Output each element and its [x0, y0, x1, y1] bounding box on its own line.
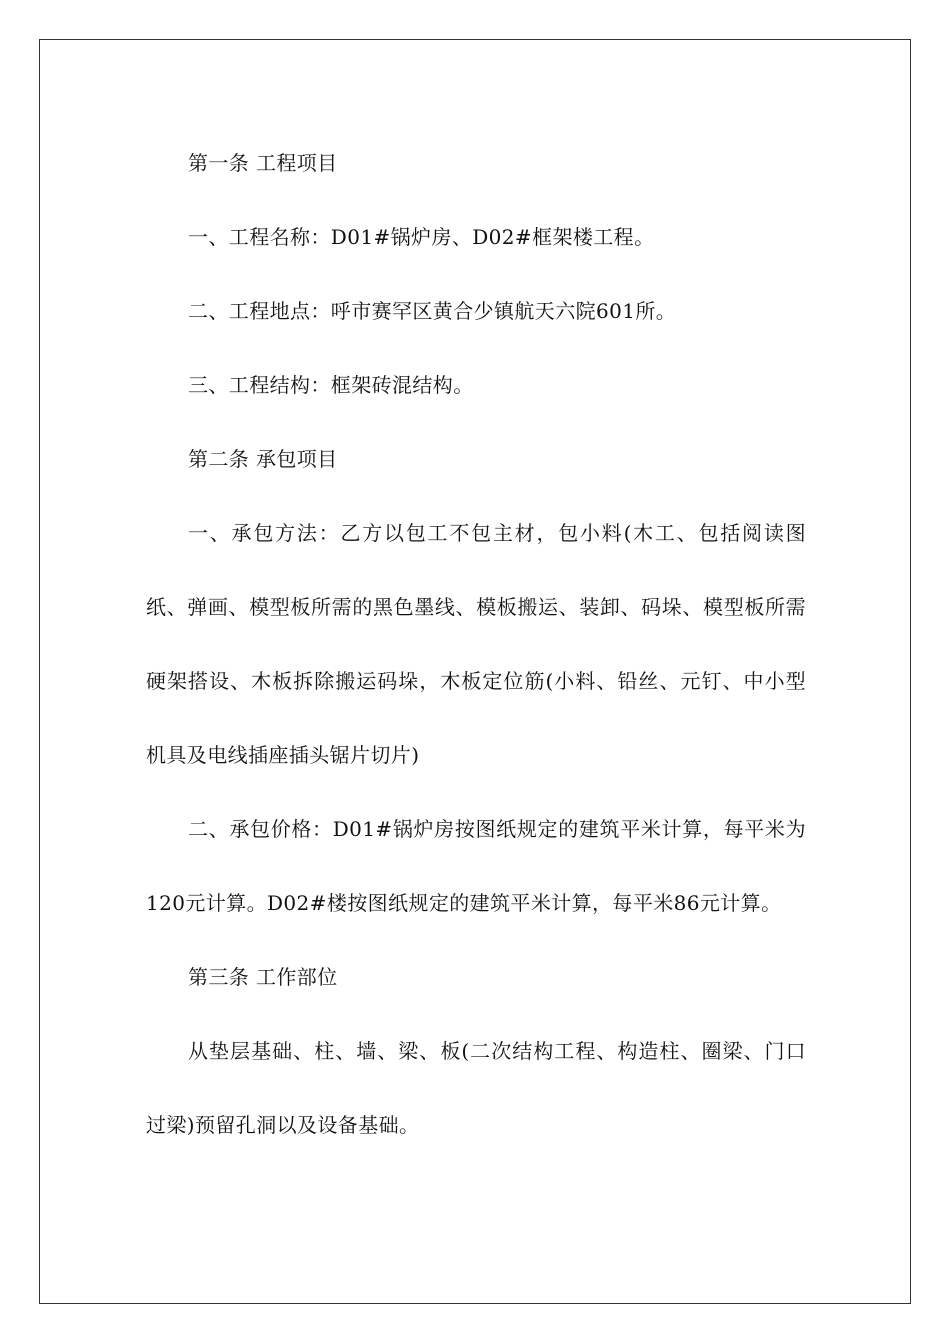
- document-body: [146, 126, 806, 1162]
- article-2-heading: 第二条 承包项目: [188, 447, 338, 471]
- project-location: 二、工程地点：呼市赛罕区黄合少镇航天六院601所。: [188, 299, 677, 323]
- contract-price: 二、承包价格：D01#锅炉房按图纸规定的建筑平米计算，每平米为120元计算。D02#楼按图纸规定的建筑平米计算，每平米86元计算。: [146, 817, 806, 915]
- contract-method: 一、承包方法：乙方以包工不包主材，包小料(木工、包括阅读图纸、弹画、模型板所需的黑色墨线、模板搬运、装卸、码垛、模型板所需硬架搭设、木板拆除搬运码垛，木板定位筋(小料、铅丝、元钉、中小型机具及电线插座插头锯片切片): [146, 521, 806, 767]
- article-3-heading: 第三条 工作部位: [188, 965, 338, 989]
- article-1-heading: 第一条 工程项目: [188, 151, 338, 175]
- project-structure: 三、工程结构：框架砖混结构。: [188, 373, 474, 397]
- project-name: 一、工程名称：D01#锅炉房、D02#框架楼工程。: [188, 225, 655, 249]
- work-scope: 从垫层基础、柱、墙、梁、板(二次结构工程、构造柱、圈梁、门口过梁)预留孔洞以及设备基础。: [146, 1039, 806, 1137]
